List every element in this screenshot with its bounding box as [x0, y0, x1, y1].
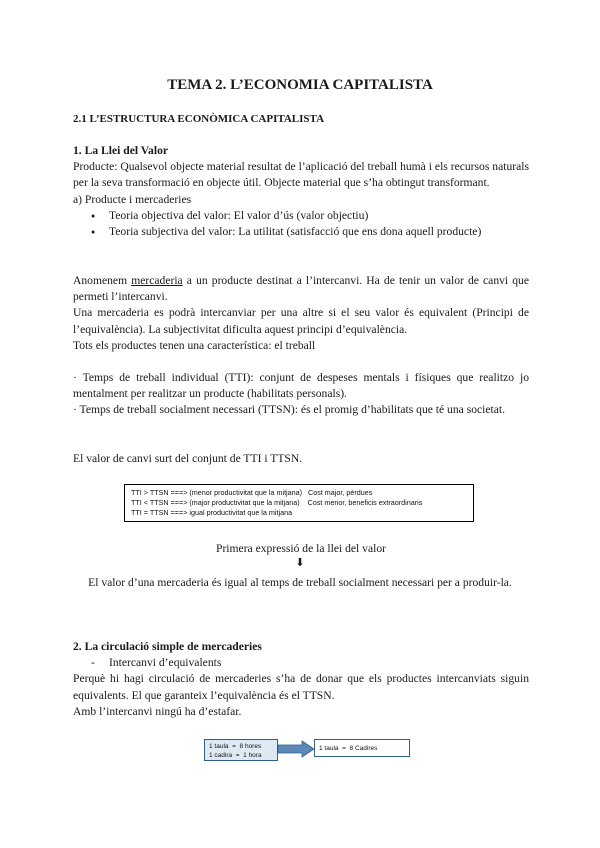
table-row: TTI = TTSN ===> igual productivitat que la mitjana	[131, 508, 293, 517]
teoria-list	[73, 208, 529, 240]
equivalence-input-box	[204, 739, 278, 761]
page-title: TEMA 2. L’ECONOMIA CAPITALISTA	[167, 77, 433, 93]
tti-definition: · Temps de treball individual (TTI): conjunt de despeses mentals i físiques que realitzo jo mentalment per realitzar un producte (habilitats personals).	[73, 371, 529, 401]
section-heading: 2.1 L’ESTRUCTURA ECONÒMICA CAPITALISTA	[73, 113, 325, 125]
equivalence-result-box: 1 taula = 8 Cadires	[314, 739, 410, 757]
table-row: TTI > TTSN ===> (menor productivitat que la mitjana) Cost major, pèrdues	[131, 488, 373, 497]
primera-expressio: Primera expressió de la llei del valor	[216, 542, 386, 555]
producte-subheading: a) Producte i mercaderies	[73, 192, 192, 206]
amb-paragraph: Amb l’intercanvi ningú ha d’estafar.	[73, 704, 242, 718]
tots-paragraph: Tots els productes tenen una característica: el treball	[73, 338, 316, 352]
una-mercaderia-paragraph: Una mercaderia es podrà intercanviar per una altre si el seu valor és equivalent (Principi de l’equivalència). La subjectivitat dificulta aquest principi d’equivalència.	[73, 306, 529, 336]
mercaderia-block	[73, 273, 529, 354]
anomenem-post: a un producte destinat a l’intercanvi. Ha de tenir un valor de canvi que permeti l’intercanvi.	[73, 274, 529, 304]
list-item: ● Teoria objectiva del valor: El valor d’ús (valor objectiu)	[73, 208, 529, 224]
equivalence-line: 1 taula = 8 hores	[209, 743, 262, 750]
arrow-right-icon	[276, 740, 316, 760]
arrow-down-icon: ⬇	[295, 557, 305, 569]
list-item: ● Teoria subjectiva del valor: La utilitat (satisfacció que ens dona aquell producte)	[73, 224, 529, 240]
perque-paragraph: Perquè hi hagi circulació de mercaderies s’ha de donar que els productes intercanviats siguin equivalents. El que garanteix l’equivalència és el TTSN.	[73, 672, 529, 702]
list-item: - Intercanvi d’equivalents	[73, 655, 529, 671]
circulacio-heading: 2. La circulació simple de mercaderies	[73, 640, 262, 653]
mercaderia-term: mercaderia	[131, 274, 183, 287]
circulacio-block	[73, 639, 529, 720]
anomenem-pre: Anomenem	[73, 274, 132, 287]
anomenem-paragraph	[73, 273, 529, 305]
ttsn-definition: · Temps de treball socialment necessari (TTSN): és el promig d’habilitats que té una societat.	[73, 403, 505, 417]
temps-treball-block	[73, 370, 529, 419]
valor-canvi-text: El valor de canvi surt del conjunt de TTI i TTSN.	[73, 452, 303, 465]
tti-ttsn-table	[124, 484, 474, 522]
intercanvi-list	[73, 655, 529, 671]
llei-del-valor-block	[73, 143, 529, 240]
equivalence-line: 1 cadira = 1 hora	[209, 752, 262, 759]
producte-definition: Producte: Qualsevol objecte material resultat de l’aplicació del treball humà i els recursos naturals per la seva transformació en objecte útil. Objecte material que s’ha obtingut transformant.	[73, 160, 529, 190]
table-row: TTI < TTSN ===> (major productivitat que la mitjana) Cost menor, beneficis extraordinaris	[131, 498, 423, 507]
conclusio-text: El valor d’una mercaderia és igual al temps de treball socialment necessari per a produir-la.	[88, 576, 512, 589]
llei-heading: 1. La Llei del Valor	[73, 144, 169, 157]
